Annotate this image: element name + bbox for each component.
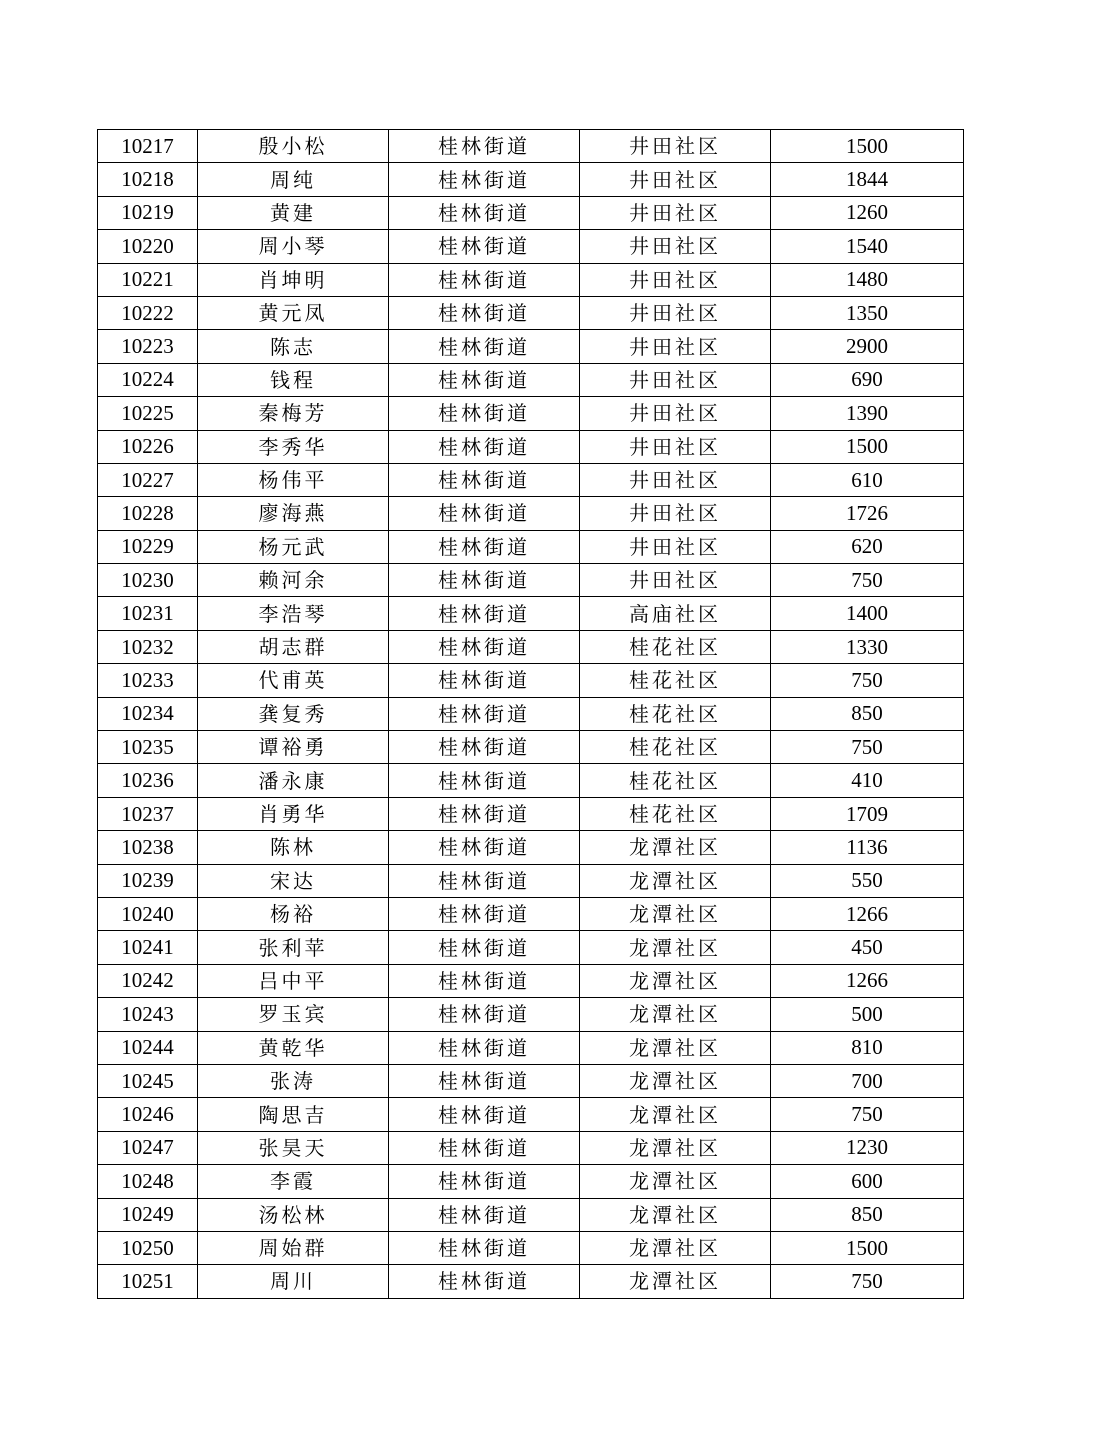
street-cell: 桂林街道 bbox=[389, 964, 580, 997]
table-row bbox=[98, 1165, 964, 1198]
community-cell: 井田社区 bbox=[580, 363, 771, 396]
record-id-cell: 10251 bbox=[98, 1265, 198, 1298]
person-name-cell: 谭裕勇 bbox=[198, 731, 389, 764]
amount-cell: 1480 bbox=[771, 263, 964, 296]
record-id-cell: 10231 bbox=[98, 597, 198, 630]
table-row bbox=[98, 1198, 964, 1231]
person-name-cell: 潘永康 bbox=[198, 764, 389, 797]
table-row bbox=[98, 397, 964, 430]
record-id-cell: 10217 bbox=[98, 130, 198, 163]
table-row bbox=[98, 296, 964, 329]
amount-cell: 1844 bbox=[771, 163, 964, 196]
amount-cell: 410 bbox=[771, 764, 964, 797]
table-row bbox=[98, 1098, 964, 1131]
street-cell: 桂林街道 bbox=[389, 296, 580, 329]
community-cell: 高庙社区 bbox=[580, 597, 771, 630]
record-id-cell: 10233 bbox=[98, 664, 198, 697]
amount-cell: 1500 bbox=[771, 430, 964, 463]
record-id-cell: 10250 bbox=[98, 1231, 198, 1264]
record-id-cell: 10228 bbox=[98, 497, 198, 530]
record-id-cell: 10219 bbox=[98, 196, 198, 229]
person-name-cell: 黄元凤 bbox=[198, 296, 389, 329]
table-row bbox=[98, 330, 964, 363]
table-row bbox=[98, 1064, 964, 1097]
street-cell: 桂林街道 bbox=[389, 1098, 580, 1131]
street-cell: 桂林街道 bbox=[389, 196, 580, 229]
community-cell: 龙潭社区 bbox=[580, 1064, 771, 1097]
person-name-cell: 钱程 bbox=[198, 363, 389, 396]
record-id-cell: 10249 bbox=[98, 1198, 198, 1231]
record-id-cell: 10230 bbox=[98, 564, 198, 597]
person-name-cell: 陈志 bbox=[198, 330, 389, 363]
amount-cell: 1390 bbox=[771, 397, 964, 430]
table-row bbox=[98, 630, 964, 663]
street-cell: 桂林街道 bbox=[389, 430, 580, 463]
amount-cell: 610 bbox=[771, 463, 964, 496]
community-cell: 龙潭社区 bbox=[580, 1031, 771, 1064]
street-cell: 桂林街道 bbox=[389, 797, 580, 830]
record-id-cell: 10241 bbox=[98, 931, 198, 964]
amount-cell: 1500 bbox=[771, 130, 964, 163]
person-name-cell: 肖坤明 bbox=[198, 263, 389, 296]
street-cell: 桂林街道 bbox=[389, 463, 580, 496]
street-cell: 桂林街道 bbox=[389, 731, 580, 764]
person-name-cell: 陶思吉 bbox=[198, 1098, 389, 1131]
person-name-cell: 赖河余 bbox=[198, 564, 389, 597]
community-cell: 井田社区 bbox=[580, 230, 771, 263]
table-row bbox=[98, 130, 964, 163]
community-cell: 井田社区 bbox=[580, 397, 771, 430]
community-cell: 桂花社区 bbox=[580, 797, 771, 830]
record-id-cell: 10224 bbox=[98, 363, 198, 396]
amount-cell: 1540 bbox=[771, 230, 964, 263]
table-row bbox=[98, 230, 964, 263]
community-cell: 龙潭社区 bbox=[580, 998, 771, 1031]
amount-cell: 1136 bbox=[771, 831, 964, 864]
table-row bbox=[98, 998, 964, 1031]
person-name-cell: 杨裕 bbox=[198, 897, 389, 930]
record-id-cell: 10236 bbox=[98, 764, 198, 797]
community-cell: 井田社区 bbox=[580, 163, 771, 196]
street-cell: 桂林街道 bbox=[389, 230, 580, 263]
street-cell: 桂林街道 bbox=[389, 163, 580, 196]
person-name-cell: 秦梅芳 bbox=[198, 397, 389, 430]
person-name-cell: 廖海燕 bbox=[198, 497, 389, 530]
amount-cell: 1266 bbox=[771, 964, 964, 997]
street-cell: 桂林街道 bbox=[389, 630, 580, 663]
amount-cell: 700 bbox=[771, 1064, 964, 1097]
table-row bbox=[98, 864, 964, 897]
street-cell: 桂林街道 bbox=[389, 263, 580, 296]
street-cell: 桂林街道 bbox=[389, 664, 580, 697]
roster-table-body bbox=[98, 130, 964, 1299]
table-row bbox=[98, 831, 964, 864]
street-cell: 桂林街道 bbox=[389, 897, 580, 930]
table-row bbox=[98, 1265, 964, 1298]
person-name-cell: 周小琴 bbox=[198, 230, 389, 263]
street-cell: 桂林街道 bbox=[389, 831, 580, 864]
amount-cell: 620 bbox=[771, 530, 964, 563]
amount-cell: 600 bbox=[771, 1165, 964, 1198]
amount-cell: 1260 bbox=[771, 196, 964, 229]
record-id-cell: 10232 bbox=[98, 630, 198, 663]
street-cell: 桂林街道 bbox=[389, 1031, 580, 1064]
table-row bbox=[98, 263, 964, 296]
amount-cell: 750 bbox=[771, 564, 964, 597]
person-name-cell: 胡志群 bbox=[198, 630, 389, 663]
street-cell: 桂林街道 bbox=[389, 1231, 580, 1264]
community-cell: 龙潭社区 bbox=[580, 964, 771, 997]
roster-table bbox=[97, 129, 964, 1299]
table-row bbox=[98, 1231, 964, 1264]
amount-cell: 750 bbox=[771, 664, 964, 697]
record-id-cell: 10234 bbox=[98, 697, 198, 730]
amount-cell: 500 bbox=[771, 998, 964, 1031]
community-cell: 龙潭社区 bbox=[580, 1231, 771, 1264]
street-cell: 桂林街道 bbox=[389, 764, 580, 797]
amount-cell: 850 bbox=[771, 697, 964, 730]
community-cell: 井田社区 bbox=[580, 330, 771, 363]
community-cell: 井田社区 bbox=[580, 497, 771, 530]
amount-cell: 2900 bbox=[771, 330, 964, 363]
record-id-cell: 10239 bbox=[98, 864, 198, 897]
amount-cell: 1230 bbox=[771, 1131, 964, 1164]
record-id-cell: 10221 bbox=[98, 263, 198, 296]
person-name-cell: 周川 bbox=[198, 1265, 389, 1298]
record-id-cell: 10220 bbox=[98, 230, 198, 263]
street-cell: 桂林街道 bbox=[389, 998, 580, 1031]
street-cell: 桂林街道 bbox=[389, 530, 580, 563]
table-row bbox=[98, 931, 964, 964]
record-id-cell: 10242 bbox=[98, 964, 198, 997]
record-id-cell: 10244 bbox=[98, 1031, 198, 1064]
amount-cell: 850 bbox=[771, 1198, 964, 1231]
person-name-cell: 宋达 bbox=[198, 864, 389, 897]
community-cell: 龙潭社区 bbox=[580, 1098, 771, 1131]
person-name-cell: 周始群 bbox=[198, 1231, 389, 1264]
person-name-cell: 周纯 bbox=[198, 163, 389, 196]
record-id-cell: 10238 bbox=[98, 831, 198, 864]
street-cell: 桂林街道 bbox=[389, 363, 580, 396]
amount-cell: 1500 bbox=[771, 1231, 964, 1264]
table-row bbox=[98, 163, 964, 196]
person-name-cell: 黄乾华 bbox=[198, 1031, 389, 1064]
community-cell: 桂花社区 bbox=[580, 630, 771, 663]
community-cell: 桂花社区 bbox=[580, 664, 771, 697]
community-cell: 龙潭社区 bbox=[580, 931, 771, 964]
community-cell: 桂花社区 bbox=[580, 731, 771, 764]
community-cell: 井田社区 bbox=[580, 564, 771, 597]
street-cell: 桂林街道 bbox=[389, 1165, 580, 1198]
person-name-cell: 杨元武 bbox=[198, 530, 389, 563]
record-id-cell: 10248 bbox=[98, 1165, 198, 1198]
record-id-cell: 10246 bbox=[98, 1098, 198, 1131]
table-row bbox=[98, 1131, 964, 1164]
community-cell: 井田社区 bbox=[580, 430, 771, 463]
community-cell: 井田社区 bbox=[580, 463, 771, 496]
amount-cell: 690 bbox=[771, 363, 964, 396]
record-id-cell: 10247 bbox=[98, 1131, 198, 1164]
table-row bbox=[98, 964, 964, 997]
table-row bbox=[98, 430, 964, 463]
person-name-cell: 陈林 bbox=[198, 831, 389, 864]
person-name-cell: 罗玉宾 bbox=[198, 998, 389, 1031]
record-id-cell: 10235 bbox=[98, 731, 198, 764]
community-cell: 井田社区 bbox=[580, 130, 771, 163]
amount-cell: 750 bbox=[771, 1265, 964, 1298]
street-cell: 桂林街道 bbox=[389, 330, 580, 363]
person-name-cell: 张利苹 bbox=[198, 931, 389, 964]
table-row bbox=[98, 897, 964, 930]
person-name-cell: 龚复秀 bbox=[198, 697, 389, 730]
street-cell: 桂林街道 bbox=[389, 397, 580, 430]
community-cell: 龙潭社区 bbox=[580, 1165, 771, 1198]
person-name-cell: 张涛 bbox=[198, 1064, 389, 1097]
table-row bbox=[98, 597, 964, 630]
street-cell: 桂林街道 bbox=[389, 697, 580, 730]
community-cell: 龙潭社区 bbox=[580, 1265, 771, 1298]
person-name-cell: 李浩琴 bbox=[198, 597, 389, 630]
amount-cell: 1266 bbox=[771, 897, 964, 930]
community-cell: 龙潭社区 bbox=[580, 864, 771, 897]
street-cell: 桂林街道 bbox=[389, 497, 580, 530]
person-name-cell: 杨伟平 bbox=[198, 463, 389, 496]
record-id-cell: 10226 bbox=[98, 430, 198, 463]
amount-cell: 1350 bbox=[771, 296, 964, 329]
community-cell: 龙潭社区 bbox=[580, 1131, 771, 1164]
table-row bbox=[98, 697, 964, 730]
table-row bbox=[98, 797, 964, 830]
amount-cell: 450 bbox=[771, 931, 964, 964]
record-id-cell: 10223 bbox=[98, 330, 198, 363]
person-name-cell: 代甫英 bbox=[198, 664, 389, 697]
amount-cell: 1330 bbox=[771, 630, 964, 663]
amount-cell: 1709 bbox=[771, 797, 964, 830]
person-name-cell: 肖勇华 bbox=[198, 797, 389, 830]
record-id-cell: 10229 bbox=[98, 530, 198, 563]
street-cell: 桂林街道 bbox=[389, 864, 580, 897]
community-cell: 龙潭社区 bbox=[580, 1198, 771, 1231]
community-cell: 井田社区 bbox=[580, 296, 771, 329]
table-row bbox=[98, 1031, 964, 1064]
person-name-cell: 张昊天 bbox=[198, 1131, 389, 1164]
amount-cell: 1726 bbox=[771, 497, 964, 530]
person-name-cell: 李秀华 bbox=[198, 430, 389, 463]
table-row bbox=[98, 764, 964, 797]
street-cell: 桂林街道 bbox=[389, 564, 580, 597]
amount-cell: 750 bbox=[771, 1098, 964, 1131]
table-row bbox=[98, 530, 964, 563]
amount-cell: 1400 bbox=[771, 597, 964, 630]
record-id-cell: 10218 bbox=[98, 163, 198, 196]
community-cell: 井田社区 bbox=[580, 263, 771, 296]
amount-cell: 810 bbox=[771, 1031, 964, 1064]
community-cell: 龙潭社区 bbox=[580, 897, 771, 930]
table-row bbox=[98, 196, 964, 229]
community-cell: 井田社区 bbox=[580, 196, 771, 229]
street-cell: 桂林街道 bbox=[389, 931, 580, 964]
community-cell: 龙潭社区 bbox=[580, 831, 771, 864]
person-name-cell: 黄建 bbox=[198, 196, 389, 229]
table-row bbox=[98, 497, 964, 530]
community-cell: 桂花社区 bbox=[580, 764, 771, 797]
table-row bbox=[98, 564, 964, 597]
community-cell: 桂花社区 bbox=[580, 697, 771, 730]
person-name-cell: 殷小松 bbox=[198, 130, 389, 163]
street-cell: 桂林街道 bbox=[389, 1064, 580, 1097]
table-row bbox=[98, 363, 964, 396]
record-id-cell: 10245 bbox=[98, 1064, 198, 1097]
street-cell: 桂林街道 bbox=[389, 1198, 580, 1231]
record-id-cell: 10227 bbox=[98, 463, 198, 496]
person-name-cell: 李霞 bbox=[198, 1165, 389, 1198]
record-id-cell: 10222 bbox=[98, 296, 198, 329]
table-row bbox=[98, 664, 964, 697]
street-cell: 桂林街道 bbox=[389, 597, 580, 630]
amount-cell: 550 bbox=[771, 864, 964, 897]
person-name-cell: 汤松林 bbox=[198, 1198, 389, 1231]
record-id-cell: 10237 bbox=[98, 797, 198, 830]
street-cell: 桂林街道 bbox=[389, 1131, 580, 1164]
person-name-cell: 吕中平 bbox=[198, 964, 389, 997]
record-id-cell: 10225 bbox=[98, 397, 198, 430]
amount-cell: 750 bbox=[771, 731, 964, 764]
record-id-cell: 10243 bbox=[98, 998, 198, 1031]
community-cell: 井田社区 bbox=[580, 530, 771, 563]
street-cell: 桂林街道 bbox=[389, 1265, 580, 1298]
table-row bbox=[98, 731, 964, 764]
record-id-cell: 10240 bbox=[98, 897, 198, 930]
street-cell: 桂林街道 bbox=[389, 130, 580, 163]
table-row bbox=[98, 463, 964, 496]
